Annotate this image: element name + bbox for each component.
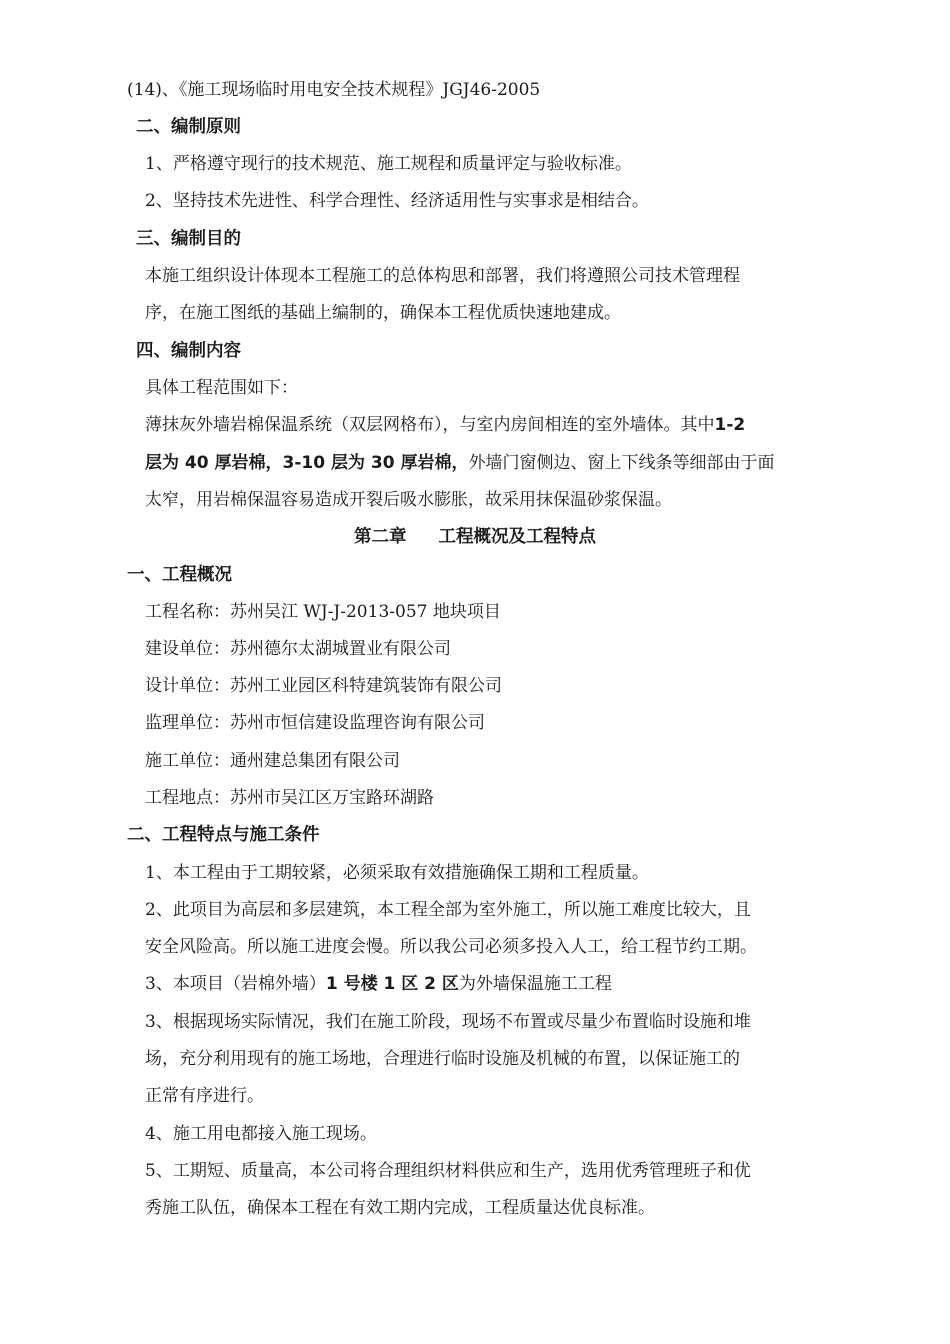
overview-designer: 设计单位：苏州工业园区科特建筑装饰有限公司 — [145, 676, 502, 696]
content-line-2-text: 外墙门窗侧边、窗上下线条等细部由于面 — [468, 453, 775, 473]
features-item-3 — [145, 972, 612, 996]
principle-item-2: 2、坚持技术先进性、科学合理性、经济适用性与实事求是相结合。 — [145, 191, 649, 211]
content-line-1-text: 薄抹灰外墙岩棉保温系统（双层网格布），与室内房间相连的室外墙体。其中 — [145, 415, 715, 435]
overview-project-name: 工程名称：苏州吴江 WJ-J-2013-057 地块项目 — [145, 602, 501, 622]
features-item-1: 1、本工程由于工期较紧，必须采取有效措施确保工期和工程质量。 — [145, 863, 649, 883]
features-item-4-line-3: 正常有序进行。 — [145, 1086, 264, 1106]
overview-owner: 建设单位：苏州德尔太湖城置业有限公司 — [145, 639, 451, 659]
content-line-2 — [145, 451, 774, 475]
content-intro: 具体工程范围如下： — [145, 378, 298, 398]
features-item-4-line-1: 3、根据现场实际情况，我们在施工阶段，现场不布置或尽量少布置临时设施和堆 — [145, 1012, 751, 1032]
overview-supervisor: 监理单位：苏州市恒信建设监理咨询有限公司 — [145, 713, 485, 733]
content-line-1 — [145, 413, 745, 437]
features-item-4-line-2: 场，充分利用现有的施工场地，合理进行临时设施及机械的布置，以保证施工的 — [145, 1049, 740, 1069]
chapter-title: 工程概况及工程特点 — [438, 527, 596, 547]
principle-item-1: 1、严格遵守现行的技术规范、施工规程和质量评定与验收标准。 — [145, 154, 632, 174]
content-heading: 四、编制内容 — [136, 341, 241, 361]
purpose-heading: 三、编制目的 — [136, 229, 241, 249]
chapter-number: 第二章 — [354, 527, 407, 547]
content-line-2-bold: 层为 40 厚岩棉，3-10 层为 30 厚岩棉， — [145, 453, 469, 473]
features-item-2-line-2: 安全风险高。所以施工进度会慢。所以我公司必须多投入人工，给工程节约工期。 — [145, 937, 757, 957]
features-item-3-text-b: 为外墙保温施工工程 — [458, 974, 612, 994]
principles-heading: 二、编制原则 — [136, 117, 241, 137]
purpose-line-2: 序，在施工图纸的基础上编制的，确保本工程优质快速地建成。 — [145, 303, 621, 323]
features-heading: 二、工程特点与施工条件 — [127, 825, 320, 845]
features-item-6-line-1: 5、工期短、质量高，本公司将合理组织材料供应和生产，选用优秀管理班子和优 — [145, 1161, 751, 1181]
features-item-2-line-1: 2、此项目为高层和多层建筑，本工程全部为室外施工，所以施工难度比较大，且 — [145, 900, 751, 920]
content-line-3: 太窄，用岩棉保温容易造成开裂后吸水膨胀，故采用抹保温砂浆保温。 — [145, 490, 672, 510]
features-item-6-line-2: 秀施工队伍，确保本工程在有效工期内完成，工程质量达优良标准。 — [145, 1198, 655, 1218]
content-line-1-bold: 1-2 — [714, 415, 746, 435]
features-item-3-text-a: 3、本项目（岩棉外墙） — [145, 974, 326, 994]
reference-item-14: (14)、《施工现场临时用电安全技术规程》JGJ46-2005 — [127, 80, 541, 100]
features-item-5: 4、施工用电都接入施工现场。 — [145, 1124, 377, 1144]
purpose-line-1: 本施工组织设计体现本工程施工的总体构思和部署，我们将遵照公司技术管理程 — [145, 266, 740, 286]
chapter-2-title — [0, 525, 950, 549]
features-item-3-bold: 1 号楼 1 区 2 区 — [325, 974, 459, 994]
overview-contractor: 施工单位：通州建总集团有限公司 — [145, 751, 400, 771]
overview-location: 工程地点：苏州市吴江区万宝路环湖路 — [145, 788, 434, 808]
overview-heading: 一、工程概况 — [127, 565, 232, 585]
